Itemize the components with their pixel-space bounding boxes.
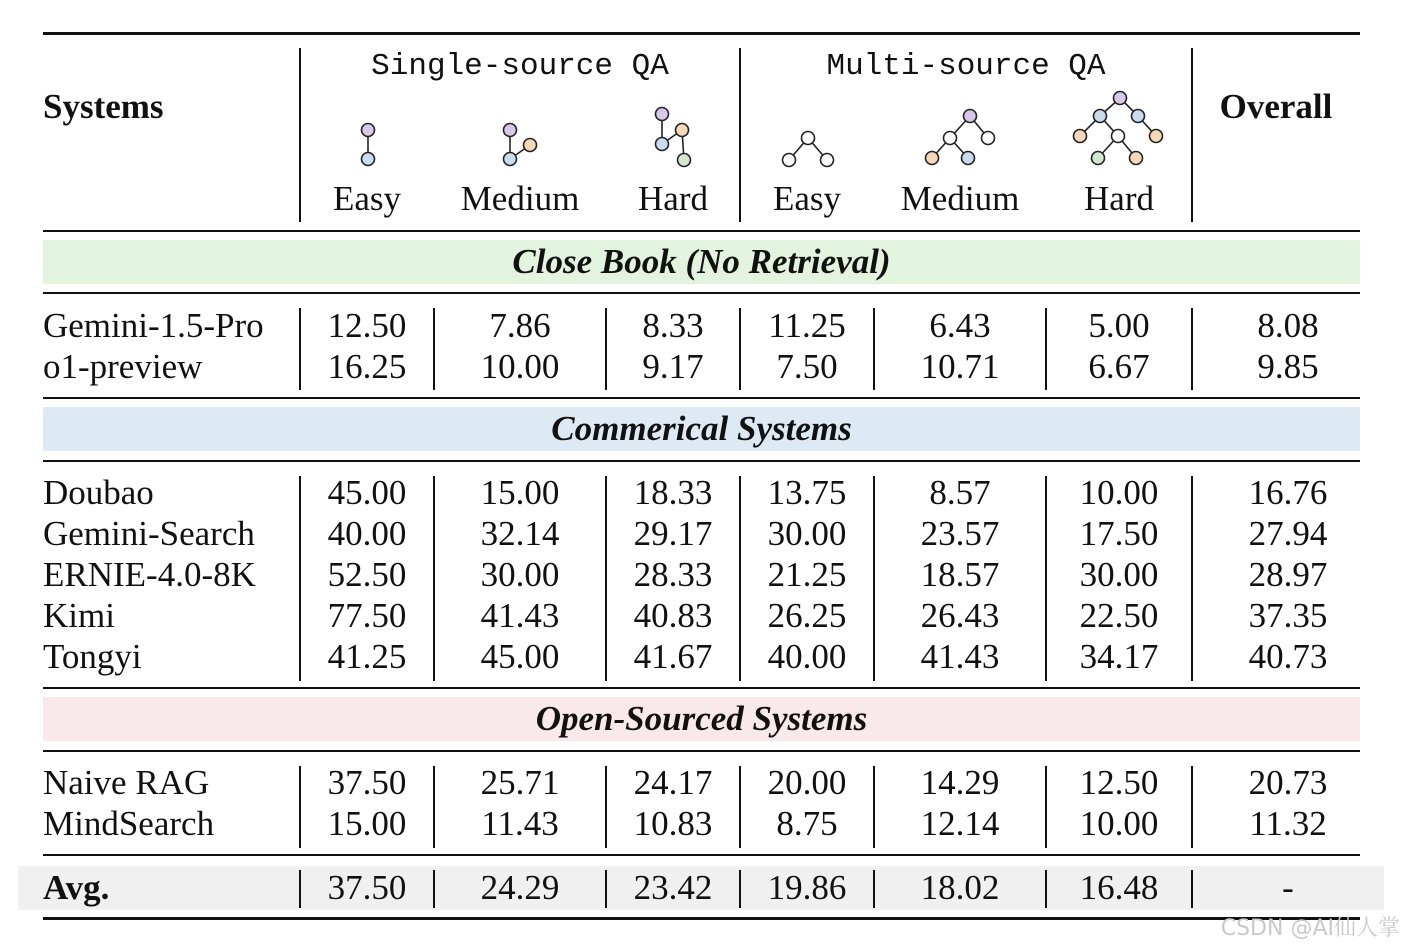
- ss-easy-label: Easy: [332, 179, 402, 218]
- avg-ss-easy: 37.50: [327, 868, 407, 907]
- multi-source-header: Multi-source QA: [826, 49, 1106, 84]
- open-source-title: Open-Sourced Systems: [535, 699, 868, 738]
- score-ss-easy: 45.00: [327, 473, 407, 512]
- ss-hard-label: Hard: [638, 179, 708, 218]
- row-divider: [299, 476, 301, 681]
- row-divider: [1045, 766, 1047, 848]
- row-divider: [1191, 308, 1193, 390]
- score-ms-medium: 12.14: [920, 804, 1000, 843]
- systems-header: Systems: [43, 87, 164, 126]
- row-divider: [873, 476, 875, 681]
- score-overall: 11.32: [1249, 804, 1327, 843]
- row-divider: [1191, 476, 1193, 681]
- score-ss-easy: 12.50: [327, 306, 407, 345]
- ms-medium-label: Medium: [900, 179, 1020, 218]
- system-name: Gemini-1.5-Pro: [43, 306, 264, 345]
- system-name: MindSearch: [43, 804, 215, 843]
- score-ms-easy: 7.50: [776, 347, 838, 386]
- score-ms-medium: 18.57: [920, 555, 1000, 594]
- score-ss-easy: 37.50: [327, 763, 407, 802]
- row-divider: [739, 476, 741, 681]
- avg-ms-medium: 18.02: [920, 868, 1000, 907]
- row-divider: [605, 476, 607, 681]
- bottom-rule: [43, 917, 1360, 920]
- score-ss-hard: 24.17: [633, 763, 713, 802]
- system-name: Tongyi: [43, 637, 142, 676]
- section-rule: [43, 460, 1360, 462]
- score-ss-medium: 30.00: [480, 555, 560, 594]
- row-divider: [1191, 766, 1193, 848]
- score-ms-easy: 30.00: [767, 514, 847, 553]
- section-rule: [43, 854, 1360, 856]
- row-divider: [739, 870, 741, 908]
- row-divider: [1045, 476, 1047, 681]
- score-ss-easy: 15.00: [327, 804, 407, 843]
- avg-ms-easy: 19.86: [767, 868, 847, 907]
- score-ss-easy: 77.50: [327, 596, 407, 635]
- row-divider: [299, 870, 301, 908]
- score-overall: 40.73: [1248, 637, 1328, 676]
- header-divider: [1191, 48, 1193, 222]
- system-name: Kimi: [43, 596, 115, 635]
- score-ms-easy: 11.25: [768, 306, 846, 345]
- score-ms-medium: 14.29: [920, 763, 1000, 802]
- system-name: o1-preview: [43, 347, 203, 386]
- row-divider: [433, 870, 435, 908]
- four-node-tree-icon: [650, 106, 698, 170]
- row-divider: [605, 766, 607, 848]
- score-ms-easy: 26.25: [767, 596, 847, 635]
- section-rule: [43, 397, 1360, 399]
- score-ss-medium: 45.00: [480, 637, 560, 676]
- score-ss-medium: 11.43: [481, 804, 559, 843]
- avg-label: Avg.: [43, 868, 110, 907]
- overall-header: Overall: [1219, 87, 1333, 126]
- row-divider: [299, 766, 301, 848]
- score-ss-easy: 40.00: [327, 514, 407, 553]
- ten-node-tree-icon: [1070, 88, 1166, 170]
- score-ms-hard: 6.67: [1088, 347, 1150, 386]
- score-ss-medium: 32.14: [480, 514, 560, 553]
- header-divider: [299, 48, 301, 222]
- score-ms-medium: 41.43: [920, 637, 1000, 676]
- two-node-chain-icon: [354, 122, 382, 168]
- score-ss-hard: 29.17: [633, 514, 713, 553]
- score-ss-medium: 10.00: [480, 347, 560, 386]
- score-ms-easy: 20.00: [767, 763, 847, 802]
- score-ss-hard: 10.83: [633, 804, 713, 843]
- score-ss-easy: 41.25: [327, 637, 407, 676]
- avg-overall: -: [1282, 868, 1294, 907]
- row-divider: [739, 766, 741, 848]
- score-ms-medium: 10.71: [920, 347, 1000, 386]
- score-overall: 9.85: [1257, 347, 1319, 386]
- score-ss-medium: 25.71: [480, 763, 560, 802]
- score-ms-easy: 21.25: [767, 555, 847, 594]
- score-ms-hard: 10.00: [1079, 804, 1159, 843]
- score-ss-hard: 9.17: [642, 347, 704, 386]
- score-ms-hard: 22.50: [1079, 596, 1159, 635]
- score-ms-medium: 8.57: [929, 473, 991, 512]
- ms-hard-label: Hard: [1084, 179, 1154, 218]
- score-ms-hard: 10.00: [1079, 473, 1159, 512]
- score-ss-easy: 16.25: [327, 347, 407, 386]
- ms-easy-label: Easy: [772, 179, 842, 218]
- avg-ss-medium: 24.29: [480, 868, 560, 907]
- close-book-title: Close Book (No Retrieval): [512, 242, 891, 281]
- single-source-header: Single-source QA: [371, 49, 669, 84]
- score-ss-hard: 18.33: [633, 473, 713, 512]
- system-name: Doubao: [43, 473, 154, 512]
- row-divider: [1191, 870, 1193, 908]
- ss-medium-label: Medium: [460, 179, 580, 218]
- section-rule: [43, 292, 1360, 294]
- score-ms-medium: 23.57: [920, 514, 1000, 553]
- system-name: Naive RAG: [43, 763, 210, 802]
- avg-ms-hard: 16.48: [1079, 868, 1159, 907]
- three-node-fork-icon: [780, 128, 836, 172]
- score-ms-medium: 26.43: [920, 596, 1000, 635]
- row-divider: [433, 476, 435, 681]
- score-ss-hard: 8.33: [642, 306, 704, 345]
- row-divider: [739, 308, 741, 390]
- row-divider: [299, 308, 301, 390]
- score-ms-easy: 40.00: [767, 637, 847, 676]
- commercial-title: Commerical Systems: [551, 409, 852, 448]
- score-overall: 27.94: [1248, 514, 1328, 553]
- score-ms-hard: 30.00: [1079, 555, 1159, 594]
- score-ss-medium: 41.43: [480, 596, 560, 635]
- section-rule: [43, 687, 1360, 689]
- score-ss-medium: 7.86: [489, 306, 551, 345]
- score-overall: 20.73: [1248, 763, 1328, 802]
- system-name: Gemini-Search: [43, 514, 255, 553]
- row-divider: [873, 870, 875, 908]
- score-ss-hard: 28.33: [633, 555, 713, 594]
- row-divider: [605, 308, 607, 390]
- three-node-tree-icon: [496, 122, 544, 168]
- score-ms-easy: 8.75: [776, 804, 838, 843]
- six-node-tree-icon: [922, 106, 1000, 170]
- score-ms-hard: 17.50: [1079, 514, 1159, 553]
- section-rule: [43, 750, 1360, 752]
- score-ms-hard: 5.00: [1088, 306, 1150, 345]
- row-divider: [605, 870, 607, 908]
- row-divider: [873, 766, 875, 848]
- score-ss-medium: 15.00: [480, 473, 560, 512]
- row-divider: [433, 766, 435, 848]
- score-overall: 37.35: [1248, 596, 1328, 635]
- row-divider: [433, 308, 435, 390]
- score-ss-hard: 40.83: [633, 596, 713, 635]
- score-ms-hard: 12.50: [1079, 763, 1159, 802]
- top-rule: [43, 32, 1360, 35]
- header-rule: [43, 230, 1360, 232]
- score-ms-easy: 13.75: [767, 473, 847, 512]
- row-divider: [873, 308, 875, 390]
- system-name: ERNIE-4.0-8K: [43, 555, 256, 594]
- score-ss-easy: 52.50: [327, 555, 407, 594]
- avg-ss-hard: 23.42: [633, 868, 713, 907]
- row-divider: [1045, 870, 1047, 908]
- score-ss-hard: 41.67: [633, 637, 713, 676]
- row-divider: [1045, 308, 1047, 390]
- score-overall: 8.08: [1257, 306, 1319, 345]
- score-overall: 16.76: [1248, 473, 1328, 512]
- header-divider: [739, 48, 741, 222]
- watermark-text: CSDN @AI仙人掌: [1220, 916, 1400, 941]
- score-ms-medium: 6.43: [929, 306, 991, 345]
- score-ms-hard: 34.17: [1079, 637, 1159, 676]
- score-overall: 28.97: [1248, 555, 1328, 594]
